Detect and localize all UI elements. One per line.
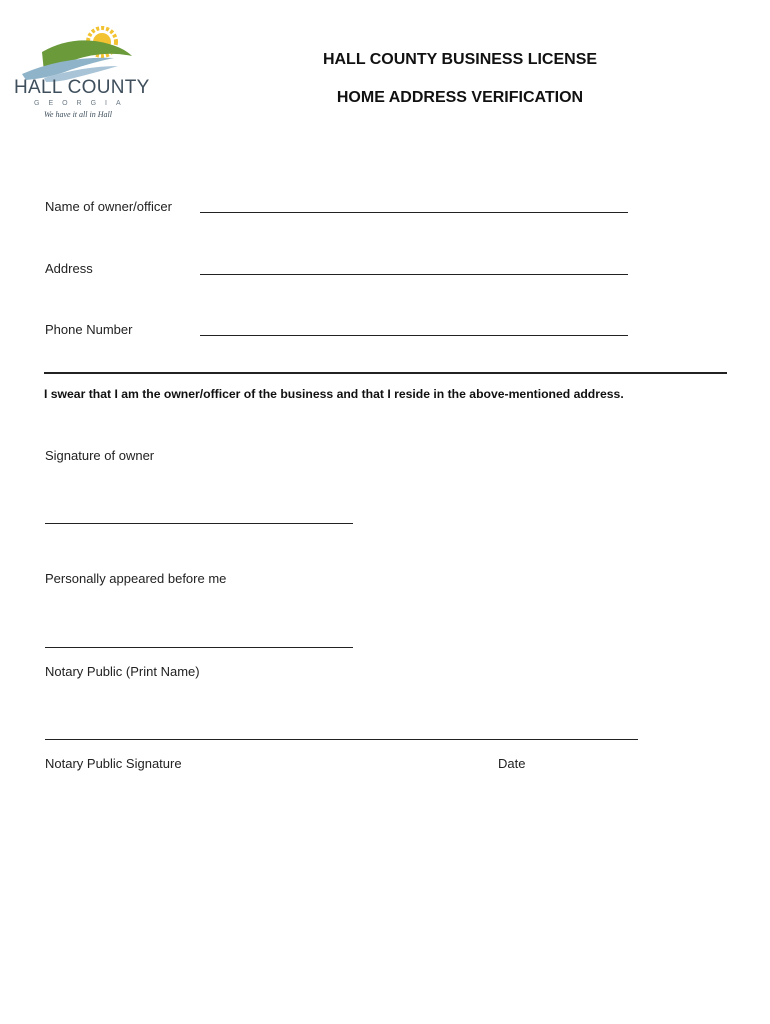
notary-signature-label: Notary Public Signature	[45, 756, 182, 771]
hall-county-logo	[14, 22, 154, 122]
page-title: HALL COUNTY BUSINESS LICENSE	[322, 51, 598, 68]
address-label: Address	[45, 261, 93, 276]
owner-signature-label: Signature of owner	[45, 448, 155, 463]
address-field[interactable]	[200, 274, 628, 275]
logo-name: HALL COUNTY	[14, 77, 150, 98]
phone-number-label: Phone Number	[45, 322, 133, 337]
personally-appeared-label: Personally appeared before me	[45, 571, 227, 586]
owner-name-field[interactable]	[200, 212, 628, 213]
logo-tagline: We have it all in Hall	[44, 110, 112, 119]
section-divider	[44, 372, 727, 374]
personally-appeared-field[interactable]	[45, 647, 353, 648]
page-subtitle: HOME ADDRESS VERIFICATION	[336, 89, 584, 106]
date-label: Date	[498, 756, 526, 771]
notary-print-name-label: Notary Public (Print Name)	[45, 664, 200, 679]
logo-state: GEORGIA	[34, 100, 130, 107]
oath-statement: I swear that I am the owner/officer of the business and that I reside in the above-mentioned address.	[44, 387, 624, 401]
phone-number-field[interactable]	[200, 335, 628, 336]
owner-signature-field[interactable]	[45, 523, 353, 524]
owner-name-label: Name of owner/officer	[45, 199, 172, 214]
notary-signature-date-field[interactable]	[45, 739, 638, 740]
